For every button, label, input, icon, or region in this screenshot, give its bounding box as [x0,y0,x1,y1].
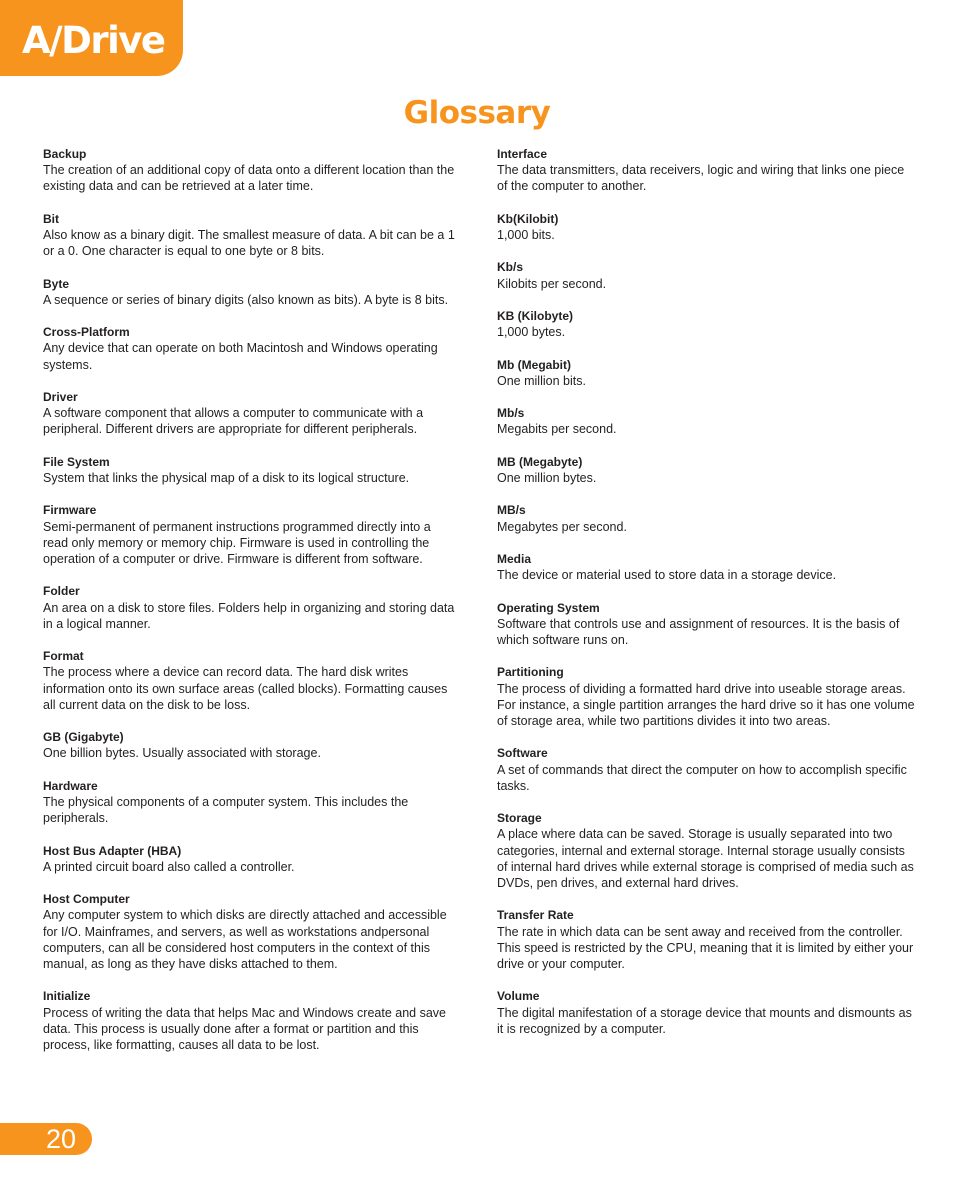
glossary-entry [497,664,915,729]
glossary-entry [497,357,915,389]
glossary-term: Kb/s [497,260,524,275]
glossary-entry [497,988,915,1037]
glossary-term: Operating System [497,600,600,615]
glossary-entry [43,454,455,486]
glossary-entry [497,907,915,972]
glossary-entry [497,810,915,891]
glossary-definition: Any computer system to which disks are directly attached and accessible for I/O. Mainframes, and servers, as well as workstations andpersonal computers, can all be considered host computers in the context of this manual, as long as they have disks attached to them. [43,908,447,971]
glossary-term: KB (Kilobyte) [497,308,573,323]
glossary-term: Firmware [43,503,97,518]
glossary-term: MB/s [497,503,526,518]
glossary-definition: 1,000 bytes. [497,325,566,340]
glossary-term: Kb(Kilobit) [497,211,559,226]
glossary-definition: 1,000 bits. [497,228,555,242]
glossary-entry [497,146,915,195]
glossary-definition: An area on a disk to store files. Folders help in organizing and storing data in a logical manner. [43,600,455,631]
glossary-definition: Also know as a binary digit. The smallest measure of data. A bit can be a 1 or a 0. One character is equal to one byte or 8 bits. [43,228,455,259]
glossary-term: Interface [497,147,548,161]
glossary-definition: The digital manifestation of a storage device that mounts and dismounts as it is recognized by a computer. [497,1005,912,1036]
glossary-right-column [497,146,915,1053]
glossary-entry [43,988,455,1053]
glossary-definition: The process of dividing a formatted hard drive into useable storage areas. For instance, a single partition arranges the hard drive so it has one volume of storage area, while two partitions divides it into two areas. [497,681,915,728]
glossary-definition: The device or material used to store data in a storage device. [497,568,837,583]
glossary-term: Cross-Platform [43,325,130,340]
glossary-definition: The creation of an additional copy of data onto a different location than the existing data and can be retrieved at a later time. [43,163,455,194]
glossary-term: Mb/s [497,406,525,421]
glossary-term: Software [497,746,548,761]
glossary-definition: The data transmitters, data receivers, logic and wiring that links one piece of the computer to another. [497,163,905,194]
logo-tab [0,0,183,76]
glossary-entry [43,324,455,373]
glossary-definition: Process of writing the data that helps Mac and Windows create and save data. This process is usually done after a format or partition and this process, like formatting, causes all data to be lost. [43,1005,446,1052]
glossary-term: Storage [497,811,542,826]
glossary-term: Folder [43,584,80,599]
glossary-definition: The physical components of a computer system. This includes the peripherals. [43,794,409,826]
glossary-term: Host Computer [43,892,130,907]
glossary-term: File System [43,454,110,469]
glossary-definition: A sequence or series of binary digits (also known as bits). A byte is 8 bits. [43,292,449,307]
glossary-definition: System that links the physical map of a disk to its logical structure. [43,470,410,485]
glossary-term: Bit [43,211,59,226]
glossary-definition: A set of commands that direct the computer on how to accomplish specific tasks. [497,762,907,793]
glossary-definition: Megabits per second. [497,422,617,437]
glossary-term: MB (Megabyte) [497,454,583,469]
glossary-term: Backup [43,147,87,161]
glossary-entry [497,551,915,583]
glossary-left-column [43,146,455,1069]
glossary-entry [497,600,915,649]
glossary-term: Driver [43,389,78,404]
glossary-definition: The process where a device can record data. The hard disk writes information onto its own surface areas (called blocks). Formatting causes all current data on the disk to be loss. [43,665,448,712]
glossary-term: Byte [43,276,70,291]
glossary-term: Host Bus Adapter (HBA) [43,843,182,858]
glossary-entry [43,648,455,713]
glossary-definition: One million bits. [497,373,586,388]
brand-logo: A/Drive [22,19,165,62]
glossary-definition: The rate in which data can be sent away and received from the controller. This speed is restricted by the CPU, meaning that it is limited by either your drive or your computer. [497,924,914,971]
glossary-entry [497,454,915,486]
glossary-term: Format [43,649,84,664]
glossary-entry [43,211,455,260]
glossary-entry [497,405,915,437]
glossary-definition: A printed circuit board also called a controller. [43,859,295,874]
glossary-entry [43,891,455,972]
glossary-definition: One billion bytes. Usually associated with storage. [43,746,321,761]
glossary-definition: Software that controls use and assignment of resources. It is the basis of which software runs on. [497,616,900,647]
glossary-entry [43,502,455,567]
glossary-entry [43,583,455,632]
page-number: 20 [46,1124,77,1154]
glossary-entry [43,729,455,761]
glossary-definition: A place where data can be saved. Storage is usually separated into two categories, internal and external storage. Internal storage usually consists of internal hard drives while external storage is comprised of media such as DVDs, pen drives, and external hard drives. [497,827,914,890]
glossary-definition: Megabytes per second. [497,519,627,534]
glossary-entry [497,259,915,291]
glossary-entry [43,843,455,875]
glossary-term: Hardware [43,778,98,793]
glossary-entry [497,502,915,534]
glossary-term: Partitioning [497,665,564,680]
glossary-definition: Kilobits per second. [497,276,607,291]
glossary-entry [497,745,915,794]
page-title: Glossary [403,95,551,131]
glossary-term: Volume [497,989,540,1004]
glossary-entry [43,276,455,308]
glossary-definition: A software component that allows a computer to communicate with a peripheral. Different drivers are appropriate for different peripherals. [43,406,424,437]
glossary-term: Media [497,551,532,566]
glossary-entry [497,308,915,340]
glossary-term: Mb (Megabit) [497,357,571,372]
glossary-definition: Any device that can operate on both Macintosh and Windows operating systems. [43,341,438,372]
glossary-definition: One million bytes. [497,470,597,485]
glossary-entry [43,778,455,827]
glossary-definition: Semi-permanent of permanent instructions programmed directly into a read only memory or memory chip. Firmware is used in controlling the operation of a computer or drive. Firmware is different from software. [43,519,431,566]
glossary-entry [43,146,455,195]
glossary-entry [43,389,455,438]
glossary-term: Initialize [43,989,91,1004]
glossary-entry [497,211,915,243]
glossary-term: GB (Gigabyte) [43,730,124,745]
glossary-term: Transfer Rate [497,908,574,923]
